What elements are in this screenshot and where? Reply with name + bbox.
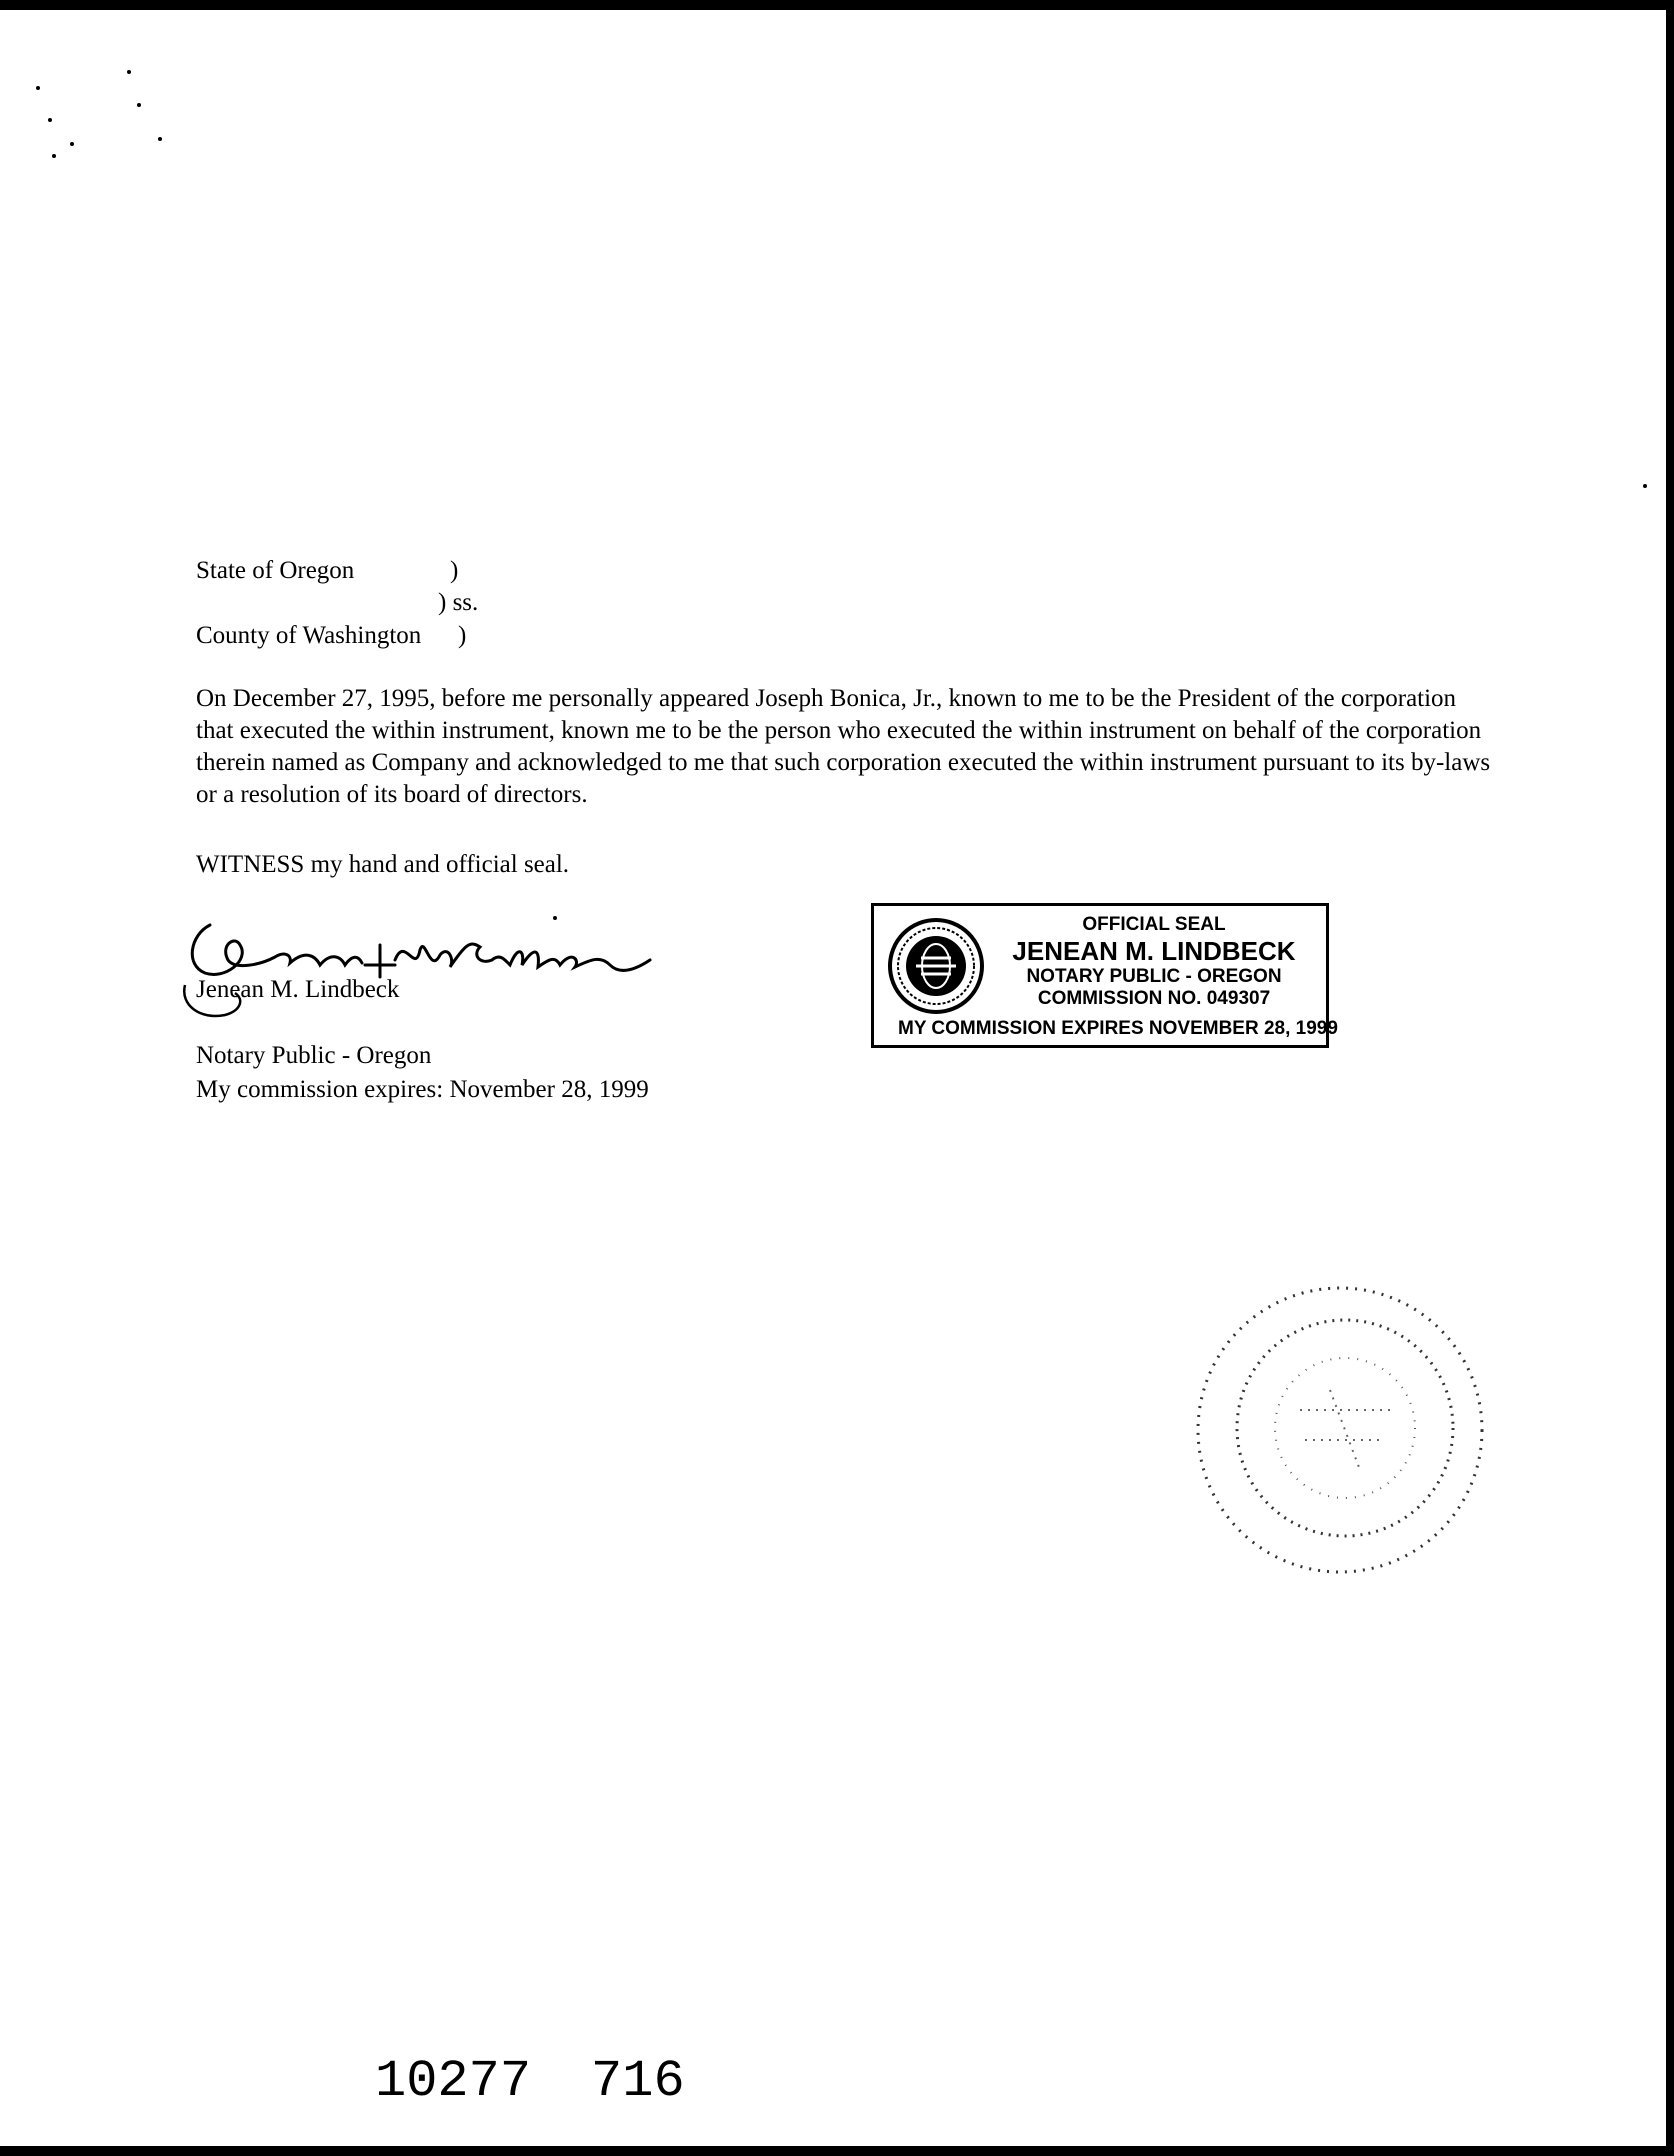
scan-border-top (0, 0, 1674, 10)
seal-expires: MY COMMISSION EXPIRES NOVEMBER 28, 1999 (898, 1018, 1338, 1039)
scan-speck (1643, 484, 1647, 488)
scan-speck (52, 154, 56, 158)
document-number-part1: 10277 (375, 2052, 532, 2111)
notary-title: Notary Public - Oregon (196, 1042, 432, 1069)
document-number-part2: 716 (591, 2052, 685, 2111)
oregon-state-seal-icon (886, 916, 986, 1016)
seal-name: JENEAN M. LINDBECK (1012, 936, 1296, 966)
commission-expires-line: My commission expires: November 28, 1999 (196, 1076, 649, 1103)
scan-border-right (1666, 0, 1674, 2156)
notary-typed-name: Jenean M. Lindbeck (196, 976, 400, 1003)
official-seal-stamp (871, 903, 1338, 1048)
venue-ss: ) ss. (438, 589, 479, 616)
seal-commission-number: COMMISSION NO. 049307 (1037, 988, 1271, 1009)
venue-paren: ) (450, 557, 459, 584)
seal-text (984, 914, 1324, 1010)
scan-speck (36, 86, 40, 90)
scan-border-bottom (0, 2146, 1674, 2156)
scan-speck (137, 103, 141, 107)
witness-line: WITNESS my hand and official seal. (196, 851, 570, 878)
scan-speck (158, 137, 162, 141)
seal-heading: OFFICIAL SEAL (1082, 914, 1226, 935)
scan-speck (48, 118, 52, 122)
venue-county: County of Washington (196, 622, 422, 649)
venue-paren: ) (458, 622, 467, 649)
document-number (375, 2052, 685, 2112)
scan-speck (70, 142, 74, 146)
seal-title: NOTARY PUBLIC - OREGON (1026, 966, 1282, 987)
embossed-notary-seal-icon (1180, 1270, 1500, 1590)
venue-state: State of Oregon (196, 557, 355, 584)
scan-speck (127, 70, 131, 74)
acknowledgment-paragraph: On December 27, 1995, before me personally appeared Joseph Bonica, Jr., known to me to be the President of the corporation that executed the within instrument, known me to be the person who executed the within instrument on behalf of the corporation therein named as Company and acknowledged to me that such corporation executed the within instrument pursuant to its by-laws or a resolution of its board of directors. (196, 685, 1491, 808)
notary-signature (180, 905, 700, 1025)
